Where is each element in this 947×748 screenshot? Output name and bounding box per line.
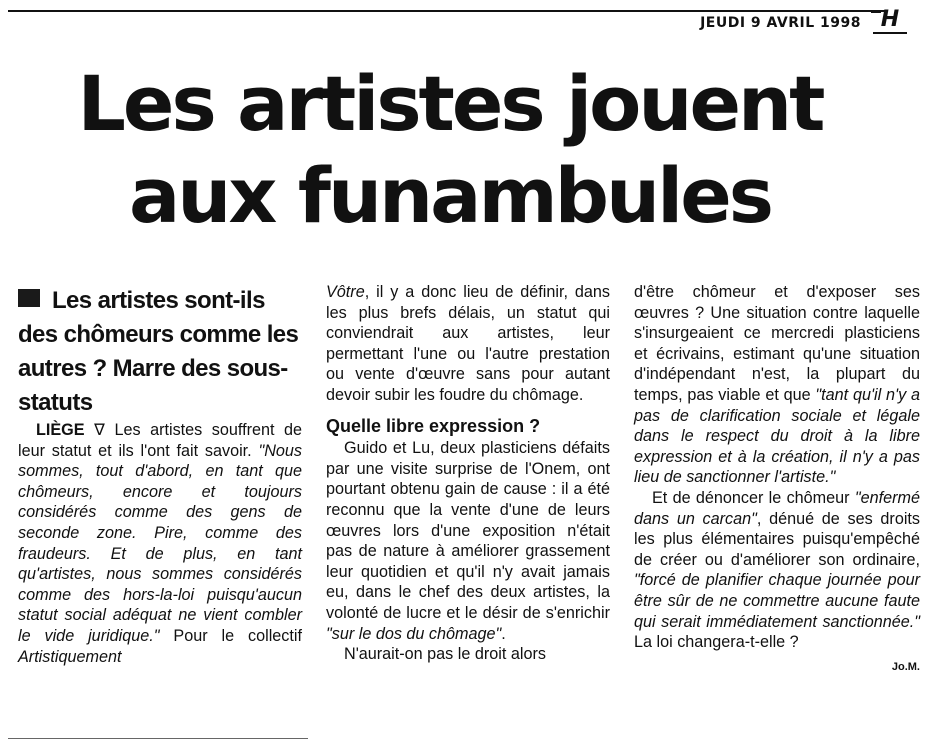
newspaper-logo: H — [873, 8, 907, 34]
quote: "sur le dos du chômage" — [326, 624, 502, 643]
text: N'aurait-on pas le droit alors — [344, 645, 546, 664]
text: , dénué de ses droits les plus élémentaires puisqu'empêché de créer ou d'améliorer son ordinaire, — [634, 509, 921, 569]
article-column-3 — [634, 282, 920, 677]
paragraph — [634, 488, 920, 653]
collective-name-end: Vôtre — [326, 283, 365, 301]
lede-text: Les artistes sont-ils des chômeurs comme les autres ? Marre des sous-statuts — [18, 287, 299, 416]
quote: "forcé de planifier chaque journée pour être sûr de ne commettre aucune faute qui serait immédiatement sanctionnée." — [634, 571, 920, 631]
text: Guido et Lu, deux plasticiens défaits par une visite surprise de l'Onem, ont pourtant obtenu gain de cause : il a été reconnu que la vente d'une de leurs œuvres lors d'une exposition n'était pas de nature à améliorer grassement leur quotidien et qu'il n'y avait jamais eu, dans le chef des deux artistes, la volonté de lucre et le désir de s'enrichir — [326, 439, 610, 622]
article-column-1 — [18, 282, 302, 667]
paragraph — [326, 644, 610, 665]
text: . — [501, 624, 506, 643]
text: Pour le collectif — [159, 626, 302, 645]
headline-line-2: aux funambules — [129, 151, 771, 240]
intro-text: Les artistes souffrent de leur statut et ils l'ont fait savoir. — [18, 421, 303, 460]
headline-line-1: Les artistes jouent — [77, 59, 823, 148]
top-rule — [8, 10, 887, 12]
text: Et de dénoncer le chômeur — [652, 488, 855, 507]
date-line: JEUDI 9 AVRIL 1998 — [700, 15, 861, 31]
quote: "Nous sommes, tout d'abord, en tant que chômeurs, encore et toujours considérés comme des gens de seconde zone. Pire, comme des fraudeurs. Et de plus, en tant qu'artistes, nous sommes considérés comme des hors-la-loi puisqu'aucun statut social adéquat ne vient combler le vide juridique." — [18, 441, 302, 645]
text: d'être chômeur et d'exposer ses œuvres ? Une situation contre laquelle s'insurgeaient ce mercredi plasticiens et écrivains, estimant qu'une situation d'indépendant n'est, la plupart du temps, pas viable et que — [634, 283, 920, 404]
article-column-2 — [326, 282, 610, 665]
lede — [18, 282, 302, 420]
byline: Jo.M. — [891, 660, 920, 673]
paragraph — [18, 420, 302, 667]
headline — [0, 58, 900, 242]
paragraph — [326, 282, 610, 406]
quote: "enfermé dans un carcan" — [634, 488, 920, 528]
bottom-rule — [8, 738, 308, 739]
quote: "tant qu'il n'y a pas de clarification sociale et légale dans le respect du droit à la libre expression et à la création, il n'y a pas lieu de sanctionner l'artiste." — [634, 385, 921, 487]
square-bullet-icon — [18, 289, 40, 307]
paragraph — [326, 438, 610, 644]
text: , il y a donc lieu de définir, dans les plus brefs délais, un statut qui conviendrait aux artistes, leur permettant l'une ou l'autre prestation ou vente d'œuvre sans pour autant devoir subir les foudre du chômage. — [326, 283, 610, 404]
paragraph — [634, 282, 920, 488]
triangle-marker-icon: ∇ — [94, 421, 105, 439]
text: La loi changera-t-elle ? — [634, 633, 799, 652]
subheading: Quelle libre expression ? — [326, 415, 541, 436]
place-name: LIÈGE — [36, 421, 85, 439]
collective-name: Artistiquement — [18, 647, 122, 666]
